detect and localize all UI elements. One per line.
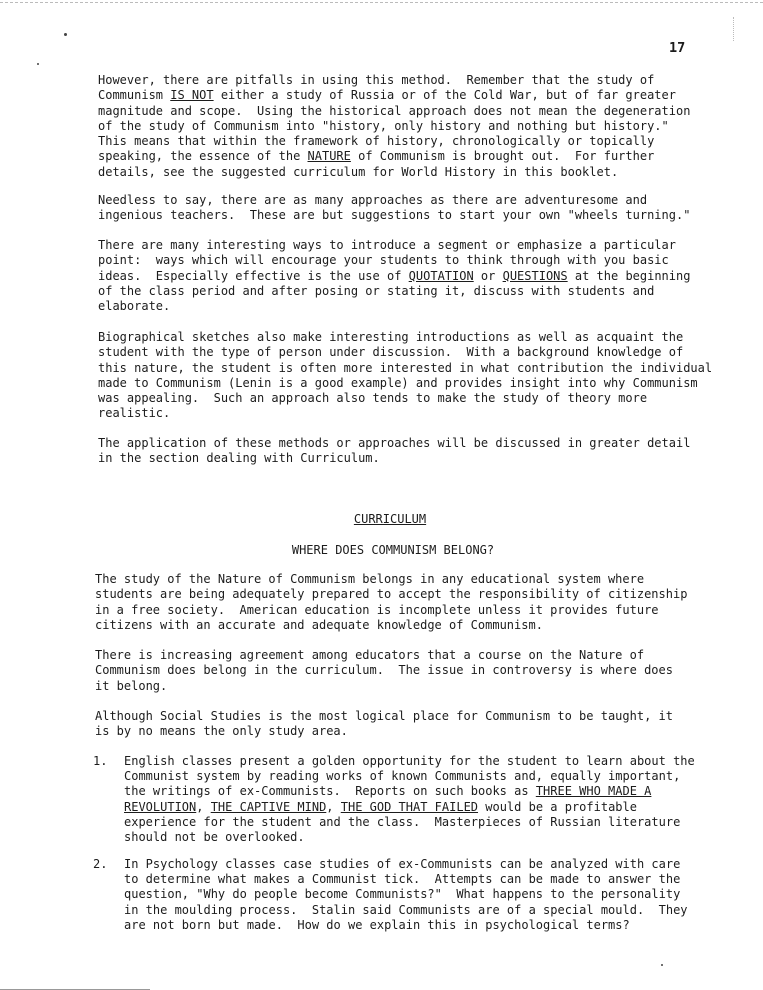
body-paragraph-2 — [95, 648, 735, 694]
text-line — [95, 648, 735, 663]
text-run: in a free society. American education is incomplete unless it provides future — [95, 602, 659, 617]
text-line — [98, 88, 738, 103]
text-line — [98, 149, 738, 164]
underlined-text: THE CAPTIVE MIND — [210, 799, 327, 814]
text-run: realistic. — [98, 406, 171, 421]
text-line — [98, 193, 738, 208]
underlined-text: QUOTATION — [408, 268, 474, 283]
scan-speck — [37, 63, 39, 65]
text-line — [95, 709, 735, 724]
text-line — [124, 784, 695, 799]
text-line — [98, 451, 738, 466]
text-line — [124, 918, 688, 933]
text-line — [98, 376, 738, 391]
text-line — [98, 345, 738, 360]
item-text — [124, 857, 688, 933]
text-line — [124, 903, 688, 918]
text-run: There is increasing agreement among educators that a course on the Nature of — [95, 648, 645, 662]
body-paragraph-1 — [95, 572, 735, 633]
text-line — [124, 830, 695, 845]
text-line — [124, 887, 688, 902]
underlined-text: REVOLUTION — [124, 799, 197, 814]
text-run: Although Social Studies is the most logical place for Communism to be taught, it — [95, 709, 673, 723]
text-run: Biographical sketches also make interesting introductions as well as acquaint the — [98, 330, 684, 344]
text-run: would be a profitable — [478, 799, 637, 814]
text-run: the writings of ex-Communists. Reports on such books as — [124, 784, 536, 799]
text-line — [98, 238, 738, 253]
text-line — [124, 769, 695, 784]
edge-scan-mark — [733, 17, 735, 41]
text-line — [95, 603, 735, 618]
text-run: this nature, the student is often more interested in what contribution the individual — [98, 360, 713, 375]
section-subheading: WHERE DOES COMMUNISM BELONG? — [291, 543, 495, 557]
text-line — [98, 361, 738, 376]
text-run: The application of these methods or approaches will be discussed in greater detail — [98, 436, 691, 450]
underlined-text: QUESTIONS — [502, 268, 568, 283]
text-run: to determine what makes a Communist tick. Attempts can be made to answer the — [124, 872, 681, 887]
text-line — [98, 299, 738, 314]
scan-speck — [661, 964, 663, 966]
text-line — [98, 119, 738, 134]
underlined-text: THE GOD THAT FAILED — [340, 799, 479, 814]
section-heading — [0, 512, 763, 527]
intro-paragraph-4 — [98, 330, 738, 422]
text-line — [124, 815, 695, 830]
text-line — [98, 391, 738, 406]
text-run: However, there are pitfalls in using this method. Remember that the study of — [98, 73, 655, 87]
text-run: speaking, the essence of the — [98, 149, 308, 164]
text-run: it belong. — [95, 678, 168, 693]
text-line — [95, 679, 735, 694]
top-scan-border — [0, 2, 763, 3]
text-line — [98, 73, 738, 88]
text-run: of Communism is brought out. For further — [350, 149, 655, 164]
text-run: There are many interesting ways to introduce a segment or emphasize a particular — [98, 238, 676, 252]
text-run: In Psychology classes case studies of ex-Communists can be analyzed with care — [124, 857, 681, 871]
text-line — [124, 800, 695, 815]
text-run: The study of the Nature of Communism belongs in any educational system where — [95, 572, 645, 586]
intro-paragraph-5 — [98, 436, 738, 467]
underlined-text: NATURE — [307, 149, 351, 164]
text-run: of the study of Communism into "history, only history and nothing but history." — [98, 118, 669, 133]
text-run: elaborate. — [98, 299, 171, 314]
text-line — [124, 872, 688, 887]
intro-paragraph-2 — [98, 193, 738, 224]
text-run: ideas. Especially effective is the use of — [98, 268, 409, 283]
text-run: made to Communism (Lenin is a good example) and provides insight into why Communism — [98, 375, 698, 390]
text-run: in the section dealing with Curriculum. — [98, 451, 380, 466]
text-line — [98, 104, 738, 119]
underlined-text: IS NOT — [170, 88, 214, 103]
text-run: is by no means the only study area. — [95, 724, 348, 739]
text-line — [98, 284, 738, 299]
item-number: 1. — [93, 754, 108, 768]
section-heading-text: CURRICULUM — [353, 512, 427, 526]
text-run: or — [473, 268, 503, 283]
text-run: English classes present a golden opportunity for the student to learn about the — [124, 754, 695, 768]
text-line — [98, 208, 738, 223]
text-run: students are being adequately prepared to accept the responsibility of citizenship — [95, 587, 688, 602]
text-line — [98, 165, 738, 180]
text-run: ingenious teachers. These are but suggestions to start your own "wheels turning." — [98, 208, 691, 223]
text-line — [98, 436, 738, 451]
text-run: Communist system by reading works of known Communists and, equally important, — [124, 769, 681, 784]
body-paragraph-3 — [95, 709, 735, 740]
text-run: question, "Why do people become Communists?" What happens to the personality — [124, 887, 681, 902]
text-line — [95, 618, 735, 633]
text-line — [98, 253, 738, 268]
text-run: point: ways which will encourage your students to think through with you basic — [98, 253, 669, 268]
text-run: of the class period and after posing or stating it, discuss with students and — [98, 283, 655, 298]
text-line — [95, 587, 735, 602]
text-run: in the moulding process. Stalin said Communists are of a special mould. They — [124, 902, 688, 917]
text-run: citizens with an accurate and adequate knowledge of Communism. — [95, 617, 543, 632]
text-run: Communism — [98, 88, 171, 103]
text-run: at the beginning — [567, 268, 691, 283]
text-run: details, see the suggested curriculum for World History in this booklet. — [98, 164, 619, 179]
item-text — [124, 754, 695, 845]
text-run: This means that within the framework of history, chronologically or topically — [98, 134, 655, 149]
text-run: , — [326, 799, 341, 814]
text-line — [95, 572, 735, 587]
text-line — [98, 330, 738, 345]
text-line — [124, 754, 695, 769]
text-run: should not be overlooked. — [124, 830, 305, 845]
text-run: either a study of Russia or of the Cold War, but of far greater — [213, 88, 676, 103]
text-run: Needless to say, there are as many approaches as there are adventuresome and — [98, 193, 648, 207]
text-line — [98, 134, 738, 149]
text-run: are not born but made. How do we explain this in psychological terms? — [124, 917, 630, 932]
text-run: magnitude and scope. Using the historical approach does not mean the degeneration — [98, 103, 691, 118]
scan-speck — [64, 33, 67, 36]
text-run: , — [196, 799, 211, 814]
text-run: was appealing. Such an approach also tends to make the study of theory more — [98, 391, 648, 406]
text-run: experience for the student and the class. Masterpieces of Russian literature — [124, 814, 681, 829]
text-line — [98, 406, 738, 421]
text-line — [95, 663, 735, 678]
text-run: Communism does belong in the curriculum. The issue in controversy is where does — [95, 663, 673, 678]
underlined-text: THREE WHO MADE A — [535, 784, 652, 799]
item-number: 2. — [93, 857, 108, 871]
text-run: student with the type of person under discussion. With a background knowledge of — [98, 345, 684, 360]
intro-paragraph-1 — [98, 73, 738, 180]
text-line — [124, 857, 688, 872]
intro-paragraph-3 — [98, 238, 738, 314]
page-number: 17 — [669, 40, 686, 56]
text-line — [98, 269, 738, 284]
text-line — [95, 724, 735, 739]
